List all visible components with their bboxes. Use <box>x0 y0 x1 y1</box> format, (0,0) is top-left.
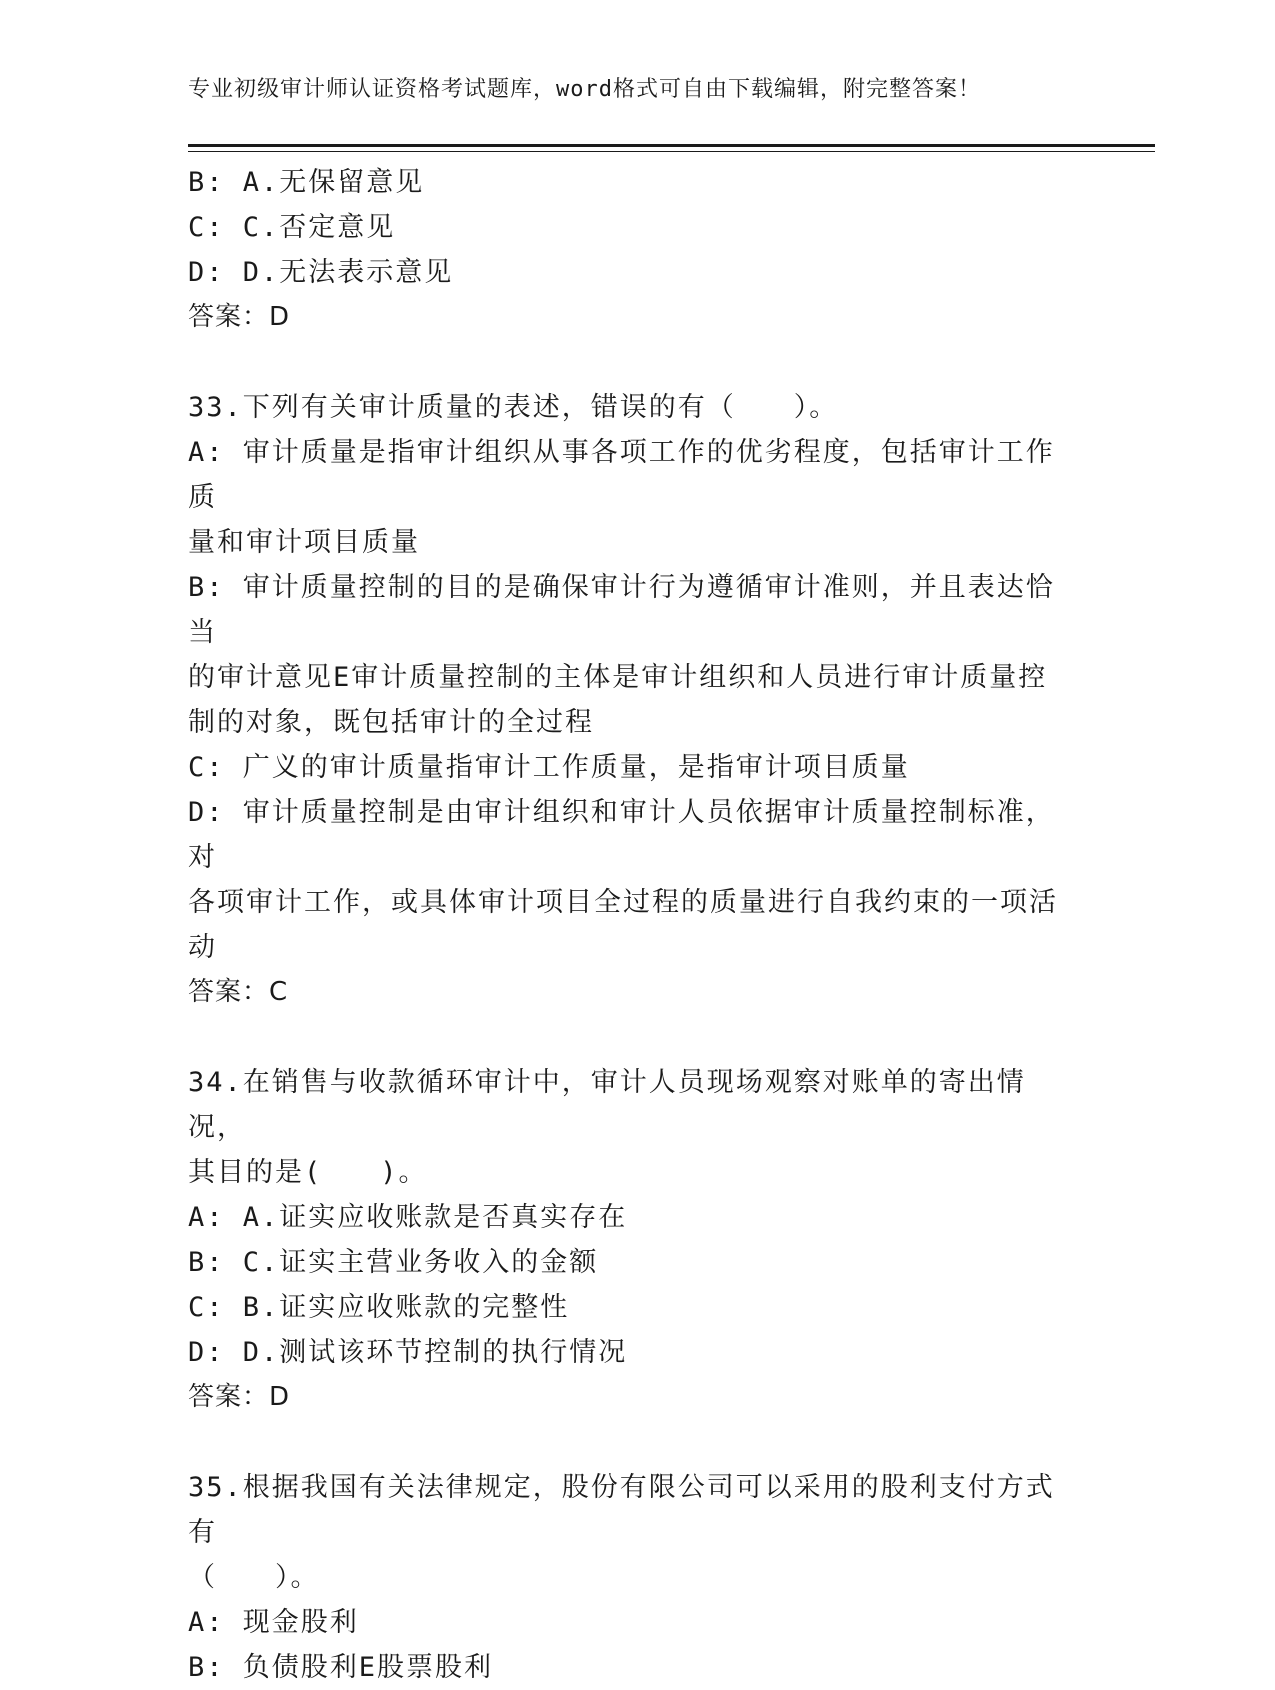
q33-answer: 答案：C <box>188 977 289 1007</box>
spacer <box>188 340 1068 385</box>
q33-option-a-line2: 量和审计项目质量 <box>188 527 420 558</box>
q33-option-b-line3: 制的对象，既包括审计的全过程 <box>188 707 594 738</box>
q34-option-b: B: C.证实主营业务收入的金额 <box>188 1247 599 1278</box>
spacer <box>188 1420 1068 1465</box>
q34-option-d: D: D.测试该环节控制的执行情况 <box>188 1337 628 1368</box>
q32-answer: 答案：D <box>188 302 291 332</box>
page-header: 专业初级审计师认证资格考试题库，word格式可自由下载编辑，附完整答案！ <box>188 77 981 102</box>
q33-option-b-line2: 的审计意见E审计质量控制的主体是审计组织和人员进行审计质量控 <box>188 662 1048 693</box>
question-content <box>188 160 1068 1690</box>
spacer <box>188 1015 1068 1060</box>
q32-option-c: C: C.否定意见 <box>188 212 396 243</box>
q34-stem-line1: 34.在销售与收款循环审计中，审计人员现场观察对账单的寄出情况， <box>188 1067 1026 1143</box>
q33-option-a-line1: A: 审计质量是指审计组织从事各项工作的优劣程度，包括审计工作质 <box>188 437 1055 513</box>
q34-answer: 答案：D <box>188 1382 291 1412</box>
q33-option-d-line3: 动 <box>188 932 217 963</box>
q35-stem-line1: 35.根据我国有关法律规定，股份有限公司可以采用的股利支付方式有 <box>188 1472 1055 1548</box>
q34-option-c: C: B.证实应收账款的完整性 <box>188 1292 570 1323</box>
q33-option-d-line2: 各项审计工作，或具体审计项目全过程的质量进行自我约束的一项活 <box>188 887 1058 918</box>
q33-stem: 33.下列有关审计质量的表述，错误的有（ ）。 <box>188 392 839 423</box>
q35-stem-line2: （ ）。 <box>188 1562 320 1593</box>
q33-option-c: C: 广义的审计质量指审计工作质量，是指审计项目质量 <box>188 752 910 783</box>
q33-option-b-line1: B: 审计质量控制的目的是确保审计行为遵循审计准则，并且表达恰当 <box>188 572 1055 648</box>
q32-option-b: B: A.无保留意见 <box>188 167 425 198</box>
header-rule-thick <box>188 144 1155 147</box>
q35-option-a: A: 现金股利 <box>188 1607 359 1638</box>
q33-option-d-line1: D: 审计质量控制是由审计组织和审计人员依据审计质量控制标准，对 <box>188 797 1055 873</box>
q34-option-a: A: A.证实应收账款是否真实存在 <box>188 1202 628 1233</box>
header-rule-thin <box>188 151 1155 152</box>
q35-option-b: B: 负债股利E股票股利 <box>188 1652 494 1683</box>
q34-stem-line2: 其目的是( )。 <box>188 1157 428 1188</box>
q32-option-d: D: D.无法表示意见 <box>188 257 454 288</box>
